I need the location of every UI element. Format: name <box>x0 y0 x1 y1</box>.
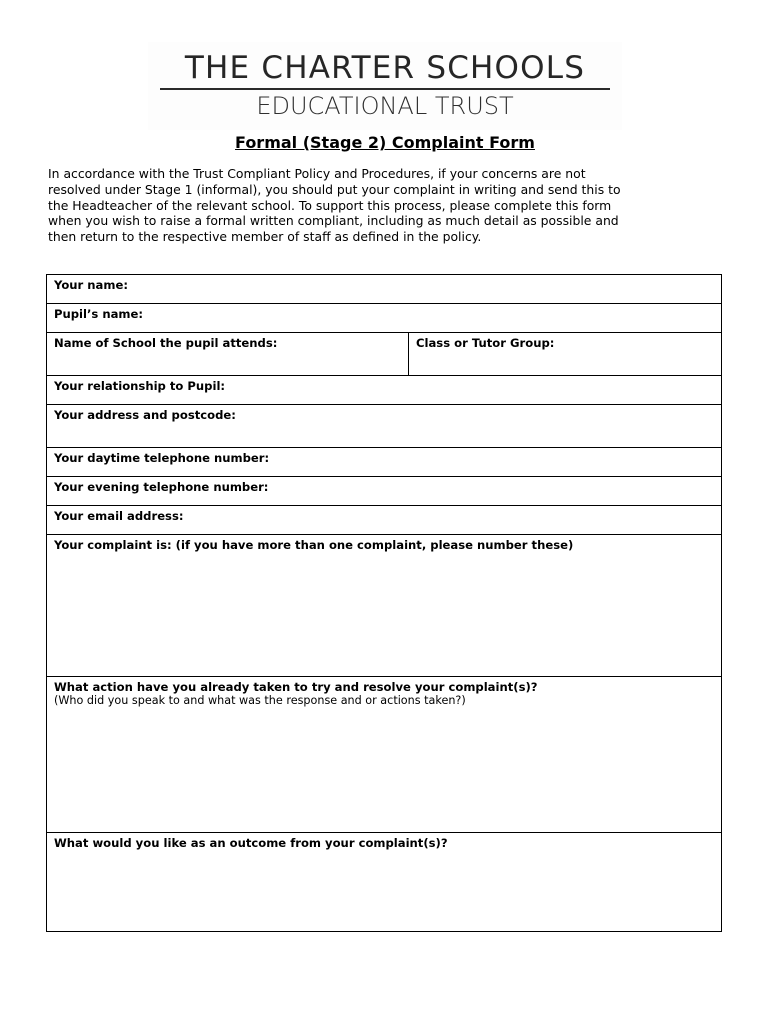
email-label: Your email address: <box>54 509 184 523</box>
action-taken-label: What action have you already taken to try and resolve your complaint(s)? <box>54 680 538 694</box>
complaint-label: Your complaint is: (if you have more than one complaint, please number these) <box>54 538 574 552</box>
action-taken-note: (Who did you speak to and what was the response and or actions taken?) <box>54 694 466 707</box>
intro-line: resolved under Stage 1 (informal), you should put your complaint in writing and send this to <box>48 181 621 197</box>
intro-paragraph <box>48 166 728 245</box>
address-field[interactable] <box>47 405 721 448</box>
evening-phone-label: Your evening telephone number: <box>54 480 269 494</box>
complaint-field[interactable] <box>47 535 721 677</box>
relationship-label: Your relationship to Pupil: <box>54 379 226 393</box>
trust-logo <box>148 42 622 130</box>
outcome-field[interactable] <box>47 833 721 931</box>
logo-divider <box>160 88 610 90</box>
form-title: Formal (Stage 2) Complaint Form <box>235 133 535 152</box>
column-divider <box>408 333 409 375</box>
outcome-label: What would you like as an outcome from your complaint(s)? <box>54 836 448 850</box>
intro-line: when you wish to raise a formal written compliant, including as much detail as possible and <box>48 213 619 229</box>
pupil-name-label: Pupil’s name: <box>54 307 143 321</box>
intro-line: the Headteacher of the relevant school. To support this process, please complete this form <box>48 197 612 213</box>
daytime-phone-label: Your daytime telephone number: <box>54 451 270 465</box>
class-group-label: Class or Tutor Group: <box>416 336 555 350</box>
intro-line: In accordance with the Trust Compliant Policy and Procedures, if your concerns are not <box>48 166 586 181</box>
relationship-field[interactable] <box>47 376 721 405</box>
action-taken-field[interactable] <box>47 677 721 833</box>
school-name-label: Name of School the pupil attends: <box>54 336 278 350</box>
address-label: Your address and postcode: <box>54 408 236 422</box>
daytime-phone-field[interactable] <box>47 448 721 477</box>
pupil-name-field[interactable] <box>47 304 721 333</box>
school-class-row <box>47 333 721 376</box>
logo-subtitle: EDUCATIONAL TRUST <box>256 92 514 120</box>
evening-phone-field[interactable] <box>47 477 721 506</box>
logo-title: THE CHARTER SCHOOLS <box>184 50 586 86</box>
intro-line: then return to the respective member of staff as defined in the policy. <box>48 229 482 245</box>
complaint-form-table <box>46 274 722 932</box>
your-name-label: Your name: <box>54 278 128 292</box>
email-field[interactable] <box>47 506 721 535</box>
your-name-field[interactable] <box>47 275 721 304</box>
